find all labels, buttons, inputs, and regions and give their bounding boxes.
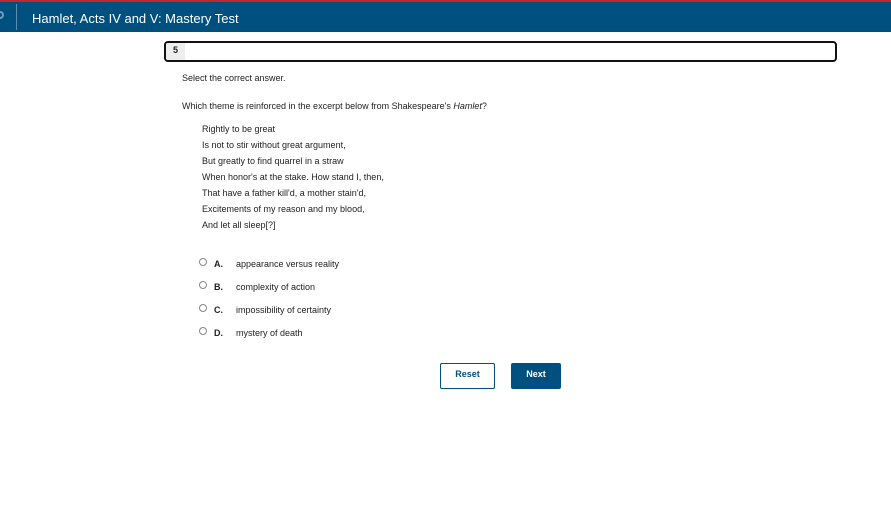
instruction-text: Select the correct answer. (182, 73, 286, 83)
page-title: Hamlet, Acts IV and V: Mastery Test (32, 11, 239, 26)
option-letter: B. (214, 281, 223, 292)
excerpt-line: Excitements of my reason and my blood, (202, 204, 365, 214)
option-text: mystery of death (236, 327, 303, 338)
option-d[interactable] (199, 321, 339, 344)
excerpt-line: But greatly to find quarrel in a straw (202, 156, 344, 166)
question-number: 5 (166, 43, 185, 60)
prompt-end: ? (481, 101, 487, 111)
excerpt (202, 124, 384, 236)
menu-icon[interactable] (0, 11, 4, 19)
top-bar (0, 0, 891, 32)
header-divider (16, 4, 17, 30)
option-letter: A. (214, 258, 223, 269)
excerpt-line: When honor's at the stake. How stand I, then, (202, 172, 384, 182)
reset-button[interactable]: Reset (440, 363, 495, 389)
excerpt-line: And let all sleep[?] (202, 220, 276, 230)
answer-options (199, 252, 339, 344)
option-text: appearance versus reality (236, 258, 340, 269)
radio-button[interactable] (199, 281, 207, 289)
question-prompt (182, 101, 487, 111)
excerpt-line: Rightly to be great (202, 124, 276, 134)
option-b[interactable] (199, 275, 339, 298)
excerpt-line: Is not to stir without great argument, (202, 140, 346, 150)
excerpt-line: That have a father kill'd, a mother stain'd, (202, 188, 367, 198)
radio-button[interactable] (199, 327, 207, 335)
radio-button[interactable] (199, 304, 207, 312)
next-button[interactable]: Next (511, 363, 561, 389)
prompt-title-italic: Hamlet (453, 101, 482, 111)
option-letter: D. (214, 327, 223, 338)
option-c[interactable] (199, 298, 339, 321)
option-a[interactable] (199, 252, 339, 275)
option-text: impossibility of certainty (236, 304, 332, 315)
prompt-text: Which theme is reinforced in the excerpt below from Shakespeare's (182, 101, 454, 111)
action-buttons (440, 363, 561, 389)
radio-button[interactable] (199, 258, 207, 266)
option-text: complexity of action (236, 281, 316, 292)
question-number-bar (164, 41, 837, 62)
option-letter: C. (214, 304, 223, 315)
